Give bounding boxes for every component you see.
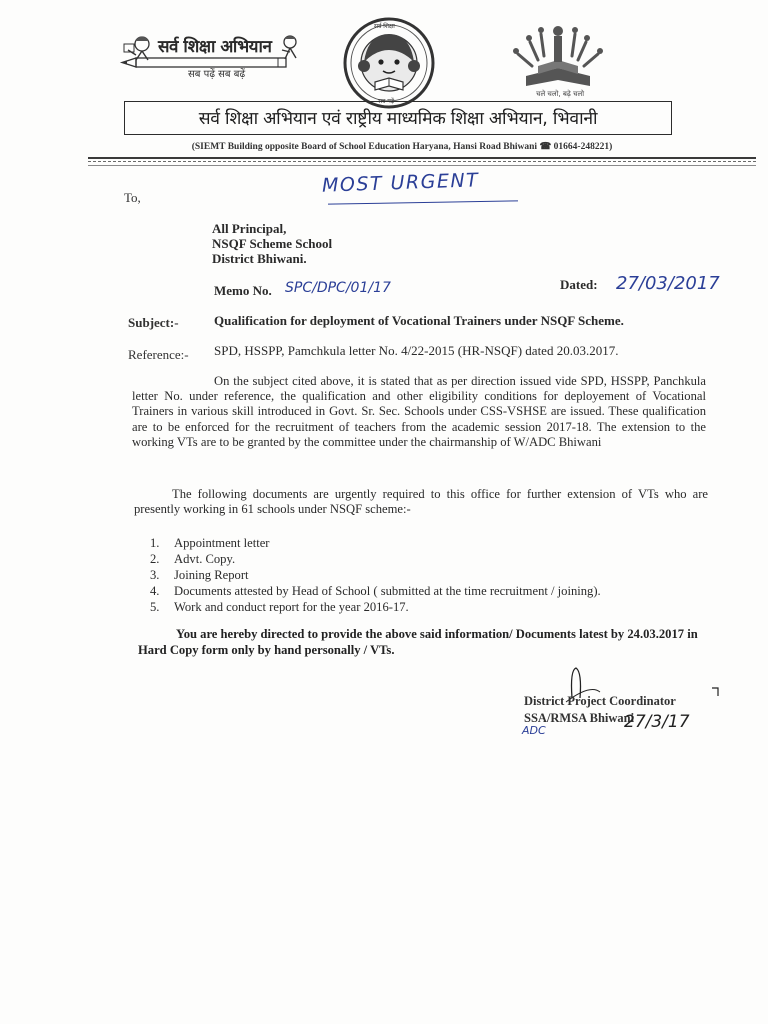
girl-reading-logo bbox=[342, 16, 436, 110]
addressee-line: District Bhiwani. bbox=[212, 251, 307, 266]
girl-logo-caption-bottom: सब पढ़ें bbox=[378, 98, 395, 105]
header-rule bbox=[88, 157, 756, 159]
addressee-line: NSQF Scheme School bbox=[212, 236, 333, 251]
list-number: 2. bbox=[150, 552, 160, 566]
list-item-text: Documents attested by Head of School ( submitted at the time recruitment / joining). bbox=[174, 584, 601, 598]
signature-title: District Project Coordinator bbox=[524, 694, 676, 708]
ssa-logo-text: सर्व शिक्षा अभियान bbox=[158, 37, 272, 57]
list-number: 4. bbox=[150, 584, 160, 598]
addressee-block bbox=[212, 221, 332, 266]
initials-handwriting: ADC bbox=[522, 724, 546, 737]
list-item-text: Joining Report bbox=[174, 568, 249, 582]
list-number: 1. bbox=[150, 536, 160, 550]
body-paragraph-1 bbox=[132, 374, 706, 450]
dated-label: Dated: bbox=[560, 277, 598, 292]
girl-logo-caption-top: सर्व शिक्षा bbox=[374, 23, 395, 30]
list-item bbox=[150, 567, 601, 583]
body-paragraph-2 bbox=[134, 487, 708, 517]
girl-reading-icon bbox=[342, 16, 436, 110]
required-documents-list bbox=[150, 535, 601, 615]
list-item bbox=[150, 535, 601, 551]
rmsa-logo bbox=[508, 16, 608, 110]
paragraph-1-text: On the subject cited above, it is stated that as per direction issued vide SPD, HSSPP, Panchkula letter No. under reference, the qualification and other eligibility conditions for deployement of Vocational Trainers in various skill introduced in Govt. Sr. Sec. Schools under CSS-VSHSE are issued. These qualification are to be enforced for the recruitment of teachers from the academic session 2017-18. The extension to the working VTs are to be granted by the committee under the chairmanship of W/ADC Bhiwani bbox=[132, 374, 706, 449]
reference-text: SPD, HSSPP, Pamchkula letter No. 4/22-2015 (HR-NSQF) dated 20.03.2017. bbox=[214, 343, 619, 358]
directive-paragraph bbox=[138, 626, 710, 658]
memo-number-handwriting: SPC/DPC/01/17 bbox=[285, 280, 391, 296]
directive-text: You are hereby directed to provide the above said information/ Documents latest by 24.03.2017 in Hard Copy form only by hand personally / VTs. bbox=[138, 627, 698, 657]
office-title-box bbox=[124, 101, 672, 135]
signature-date-handwriting: 27/3/17 bbox=[624, 712, 690, 732]
list-item bbox=[150, 599, 601, 615]
subject-label: Subject:- bbox=[128, 315, 179, 330]
list-item-text: Appointment letter bbox=[174, 536, 270, 550]
signature-office: SSA/RMSA Bhiwani bbox=[524, 711, 635, 725]
to-label: To, bbox=[124, 190, 141, 205]
list-item bbox=[150, 551, 601, 567]
list-item-text: Advt. Copy. bbox=[174, 552, 236, 566]
ssa-tagline: सब पढ़ें सब बढ़ें bbox=[188, 69, 246, 80]
list-number: 5. bbox=[150, 600, 160, 614]
rmsa-tagline: चले चलो, बढ़े चलो bbox=[536, 90, 585, 98]
list-item bbox=[150, 583, 601, 599]
most-urgent-handwriting: MOST URGENT bbox=[321, 169, 480, 197]
header-rule bbox=[88, 165, 756, 166]
addressee-line: All Principal, bbox=[212, 221, 287, 236]
header-rule bbox=[88, 161, 756, 162]
office-address: (SIEMT Building opposite Board of School Education Haryana, Hansi Road Bhiwani ☎ 01664-248221) bbox=[191, 142, 613, 152]
office-title: सर्व शिक्षा अभियान एवं राष्ट्रीय माध्यमिक शिक्षा अभियान, भिवानी bbox=[198, 109, 598, 129]
paragraph-2-text: The following documents are urgently required to this office for further extension of VTs who are presently working in 61 schools under NSQF scheme:- bbox=[134, 487, 708, 517]
urgent-underline bbox=[328, 200, 518, 204]
list-item-text: Work and conduct report for the year 2016-17. bbox=[174, 600, 409, 614]
date-handwriting: 27/03/2017 bbox=[616, 273, 720, 294]
list-number: 3. bbox=[150, 568, 160, 582]
subject-text: Qualification for deployment of Vocational Trainers under NSQF Scheme. bbox=[214, 313, 624, 328]
ssa-logo bbox=[118, 28, 308, 88]
reference-label: Reference:- bbox=[128, 347, 189, 362]
memo-label: Memo No. bbox=[214, 283, 272, 298]
rmsa-book-icon bbox=[508, 16, 608, 96]
